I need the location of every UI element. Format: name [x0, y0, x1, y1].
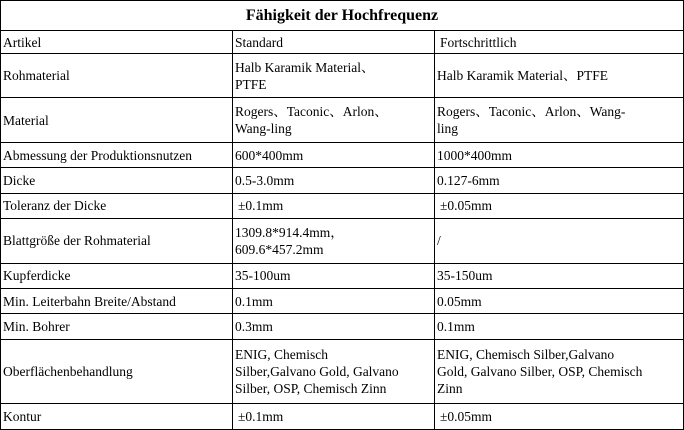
standard-cell: [233, 403, 435, 430]
advanced-cell: [435, 98, 684, 143]
advanced-cell: [435, 314, 684, 339]
table-row: [1, 263, 684, 288]
standard-cell: [233, 263, 435, 288]
table-row: [1, 218, 684, 263]
cell-line: Rogers、Taconic、Arlon、Wang-: [437, 104, 626, 120]
title-row: [1, 1, 684, 31]
row-label: Rohmaterial: [1, 53, 233, 98]
row-label: Kontur: [1, 403, 233, 430]
cell-line: ±0.05mm: [440, 408, 493, 424]
row-label: Oberflächenbehandlung: [1, 339, 233, 403]
table-title: Fähigkeit der Hochfrequenz: [1, 1, 684, 31]
cell-line: /: [437, 233, 441, 249]
cell-line: Wang-ling: [235, 121, 292, 137]
header-standard: Standard: [233, 31, 435, 53]
standard-cell: [233, 168, 435, 193]
cell-line: 35-100um: [235, 268, 291, 284]
advanced-cell: [435, 193, 684, 218]
row-label: Min. Leiterbahn Breite/Abstand: [1, 288, 233, 313]
row-label: Abmessung der Produktionsnutzen: [1, 142, 233, 167]
cell-line: 0.05mm: [437, 293, 482, 309]
cell-line: 609.6*457.2mm: [235, 241, 324, 257]
cell-line: Silber,Galvano Gold, Galvano: [235, 363, 399, 379]
advanced-cell: [435, 263, 684, 288]
cell-line: 0.5-3.0mm: [235, 172, 295, 188]
cell-line: ENIG, Chemisch Silber,Galvano: [437, 346, 615, 362]
advanced-cell: [435, 288, 684, 313]
cell-line: 600*400mm: [235, 147, 304, 163]
row-label: Toleranz der Dicke: [1, 193, 233, 218]
cell-line: 35-150um: [437, 268, 493, 284]
standard-cell: [233, 193, 435, 218]
standard-cell: [233, 53, 435, 98]
advanced-cell: [435, 339, 684, 403]
cell-line: 0.3mm: [235, 318, 273, 334]
standard-cell: [233, 98, 435, 143]
row-label: Dicke: [1, 168, 233, 193]
advanced-cell: [435, 403, 684, 430]
cell-line: ±0.1mm: [238, 198, 284, 214]
row-label: Kupferdicke: [1, 263, 233, 288]
advanced-cell: [435, 53, 684, 98]
cell-line: PTFE: [235, 76, 267, 92]
table-row: [1, 314, 684, 339]
advanced-cell: [435, 142, 684, 167]
cell-line: 1000*400mm: [437, 147, 513, 163]
cell-line: 0.1mm: [437, 318, 475, 334]
header-fortschrittlich: Fortschrittlich: [435, 31, 684, 53]
cell-line: 0.127-6mm: [437, 172, 500, 188]
row-label: Min. Bohrer: [1, 314, 233, 339]
cell-line: ling: [437, 121, 459, 137]
cell-line: ±0.05mm: [440, 198, 493, 214]
advanced-cell: [435, 168, 684, 193]
row-label: Blattgröße der Rohmaterial: [1, 218, 233, 263]
header-artikel: Artikel: [1, 31, 233, 53]
cell-line: Rogers、Taconic、Arlon、: [235, 104, 388, 120]
table-row: [1, 53, 684, 98]
table-row: [1, 168, 684, 193]
cell-line: Zinn: [437, 380, 463, 396]
standard-cell: [233, 314, 435, 339]
advanced-cell: [435, 218, 684, 263]
cell-line: ENIG, Chemisch: [235, 346, 328, 362]
table-row: [1, 288, 684, 313]
standard-cell: [233, 339, 435, 403]
header-row: [1, 31, 684, 53]
standard-cell: [233, 142, 435, 167]
standard-cell: [233, 288, 435, 313]
table-row: [1, 98, 684, 143]
table-row: [1, 193, 684, 218]
cell-line: Halb Karamik Material、PTFE: [437, 68, 608, 84]
cell-line: Silber, OSP, Chemisch Zinn: [235, 380, 387, 396]
standard-cell: [233, 218, 435, 263]
table-row: [1, 339, 684, 403]
table-row: [1, 403, 684, 430]
cell-line: Halb Karamik Material、: [235, 59, 375, 75]
cell-line: ±0.1mm: [238, 408, 284, 424]
cell-line: 1309.8*914.4mm，: [235, 224, 344, 240]
table-row: [1, 142, 684, 167]
cell-line: 0.1mm: [235, 293, 273, 309]
row-label: Material: [1, 98, 233, 143]
cell-line: Gold, Galvano Silber, OSP, Chemisch: [437, 363, 643, 379]
